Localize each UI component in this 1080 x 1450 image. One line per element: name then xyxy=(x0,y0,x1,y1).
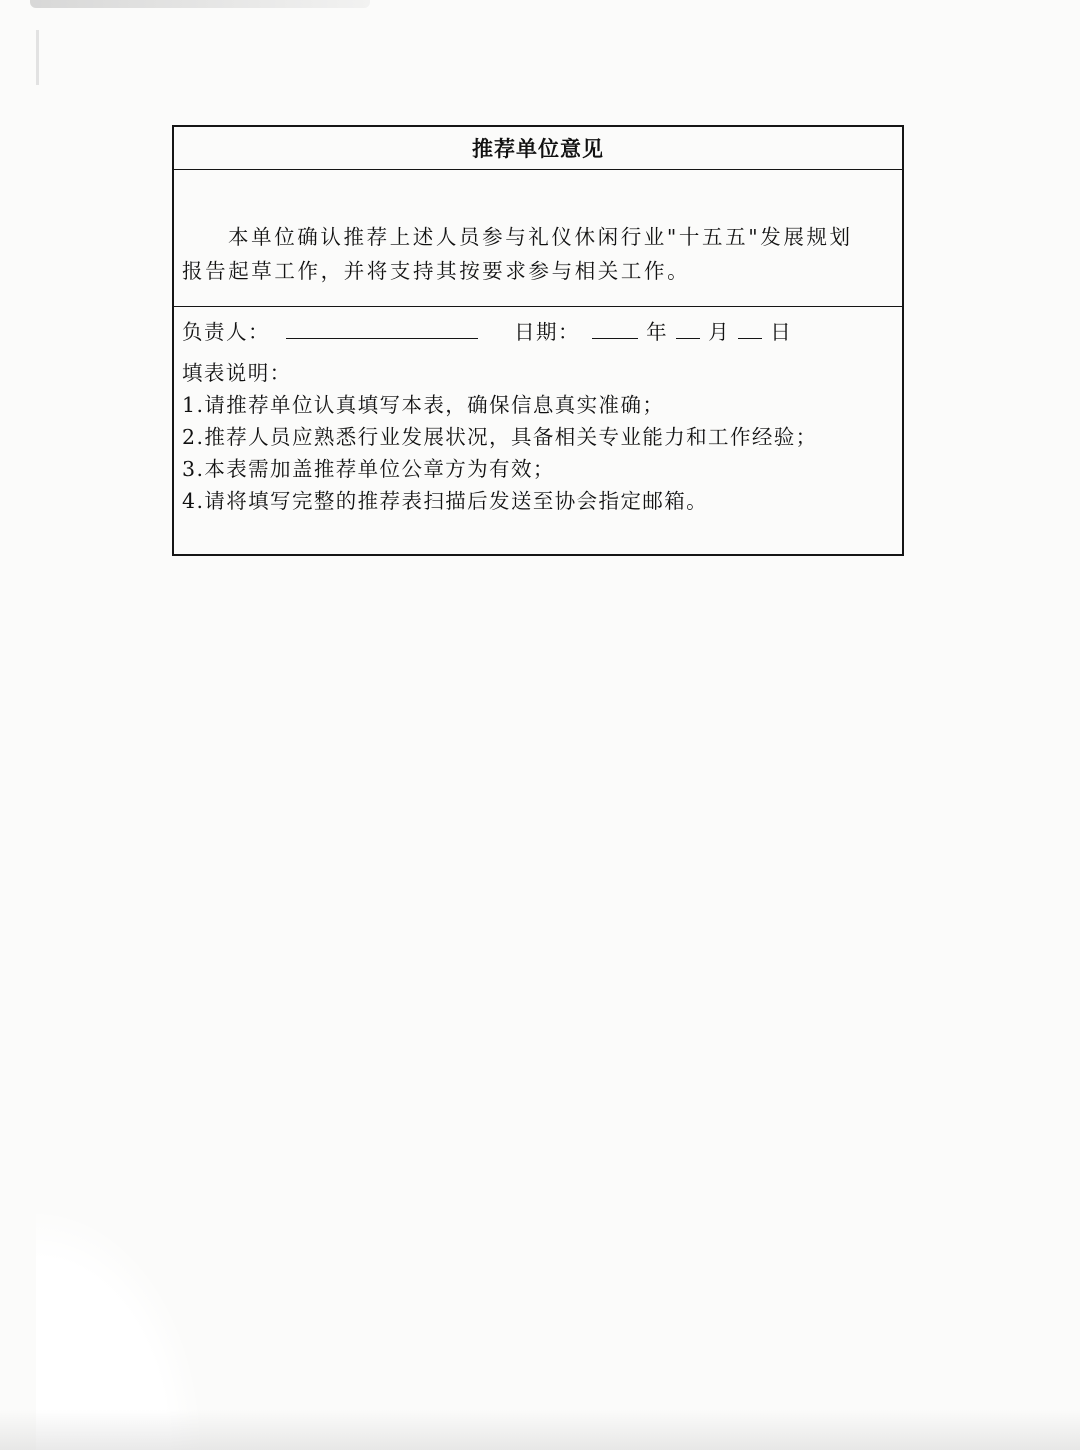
day-label: 日 xyxy=(770,320,793,344)
opinion-cell xyxy=(174,170,902,344)
instructions-block xyxy=(182,357,818,517)
form-header-title: 推荐单位意见 xyxy=(472,137,604,161)
opinion-statement-line-1: 本单位确认推荐上述人员参与礼仪休闲行业"十五五"发展规划 xyxy=(228,225,853,249)
instructions-cell xyxy=(174,307,902,556)
year-label: 年 xyxy=(646,320,669,344)
instruction-item: 4.请将填写完整的推荐表扫描后发送至协会指定邮箱。 xyxy=(182,489,709,513)
month-label: 月 xyxy=(708,320,731,344)
responsible-label: 负责人： xyxy=(182,320,270,344)
instruction-item: 2.推荐人员应熟悉行业发展状况，具备相关专业能力和工作经验； xyxy=(182,425,818,449)
date-label: 日期： xyxy=(514,320,581,344)
form-header-row xyxy=(174,127,902,170)
opinion-statement-line-2: 报告起草工作，并将支持其按要求参与相关工作。 xyxy=(182,259,691,283)
scan-bottom-shadow xyxy=(0,1410,1080,1450)
scan-smudge xyxy=(30,0,370,8)
recommendation-form-table xyxy=(172,125,904,556)
scan-edge-mark xyxy=(36,30,39,85)
instructions-title: 填表说明： xyxy=(182,361,292,385)
instruction-item: 1.请推荐单位认真填写本表，确保信息真实准确； xyxy=(182,393,665,417)
instruction-item: 3.本表需加盖推荐单位公章方为有效； xyxy=(182,457,555,481)
